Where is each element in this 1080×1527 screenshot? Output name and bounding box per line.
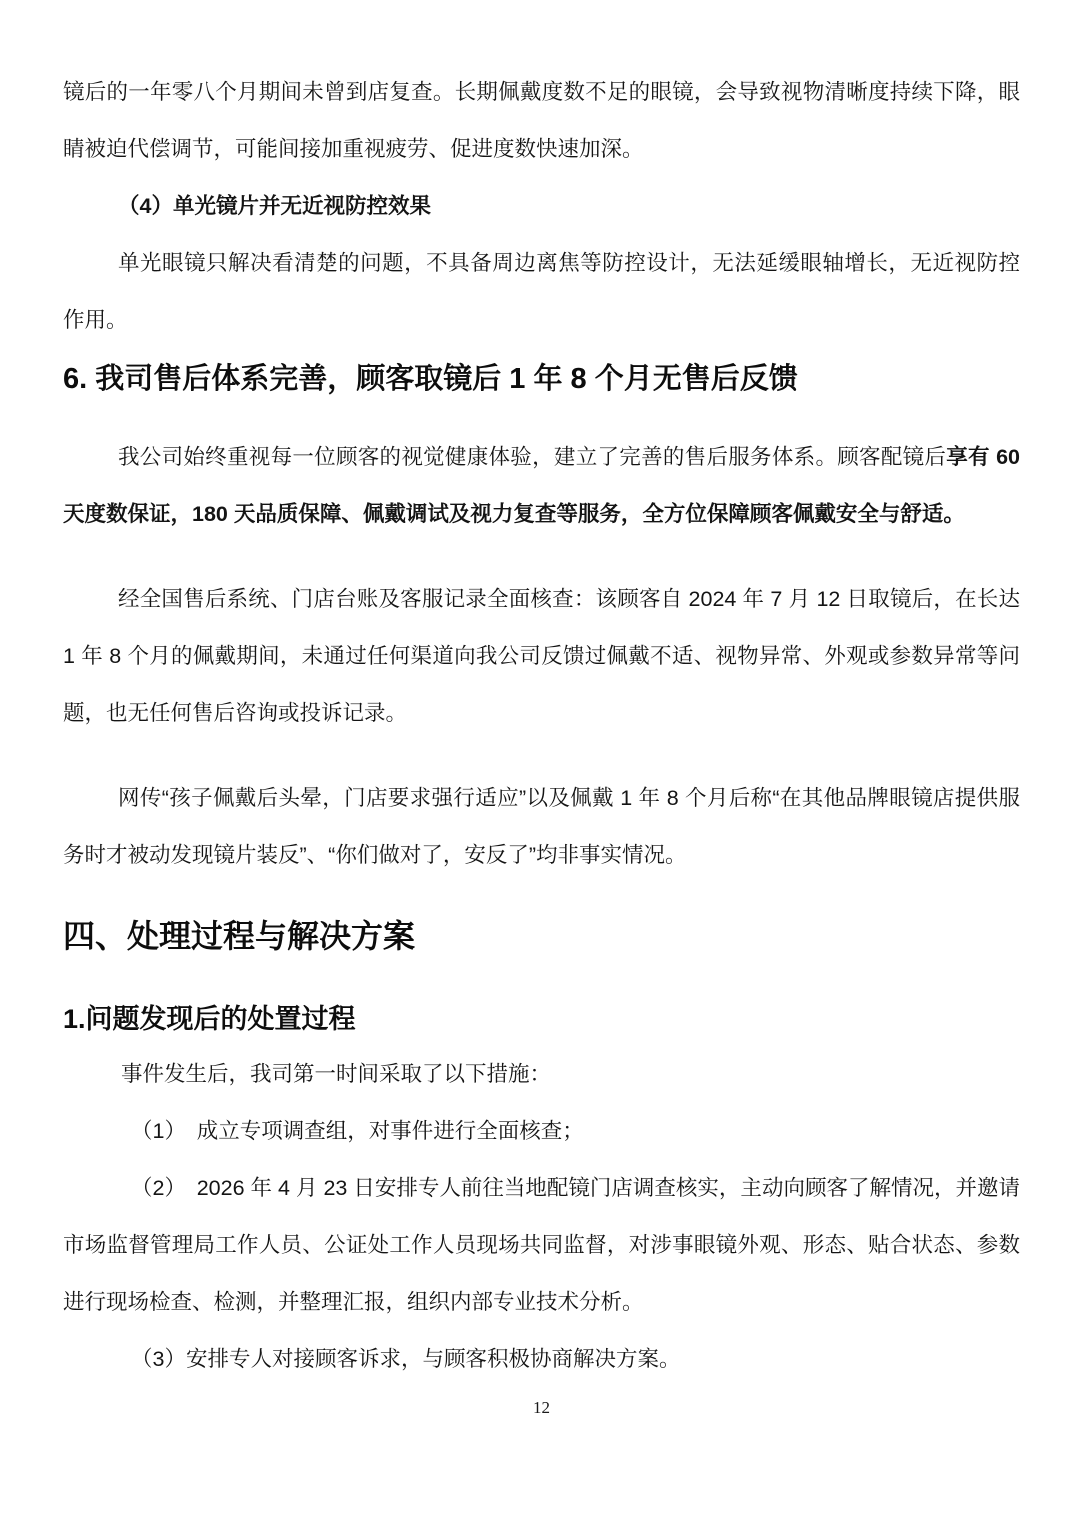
paragraph-rumor-clarification: 网传“孩子佩戴后头晕，门店要求强行适应”以及佩戴 1 年 8 个月后称“在其他品牌眼镜店提供服务时才被动发现镜片装反”、“你们做对了，安反了”均非事实情况。: [63, 786, 1020, 867]
section-6-heading: 6. 我司售后体系完善，顾客取镜后 1 年 8 个月无售后反馈: [63, 363, 798, 395]
paragraph-aftersales-system: [63, 429, 1020, 543]
paragraph-single-vision-lens: 单光眼镜只解决看清楚的问题，不具备周边离焦等防控设计，无法延缓眼轴增长，无近视防控作用。: [63, 251, 1020, 332]
list-item-measure-3: （3）安排专人对接顾客诉求，与顾客积极协商解决方案。: [131, 1347, 681, 1371]
subheading-point-4: （4）单光镜片并无近视防控效果: [118, 194, 431, 218]
paragraph-continued-from-previous-page: 镜后的一年零八个月期间未曾到店复查。长期佩戴度数不足的眼镜，会导致视物清晰度持续下降，眼睛被迫代偿调节，可能间接加重视疲劳、促进度数快速加深。: [63, 80, 1020, 161]
list-item-measure-1: （1） 成立专项调查组，对事件进行全面核查；: [131, 1119, 584, 1143]
page-number: 12: [533, 1398, 550, 1417]
list-item-measure-2: （2） 2026 年 4 月 23 日安排专人前往当地配镜门店调查核实，主动向顾客了解情况，并邀请市场监督管理局工作人员、公证处工作人员现场共同监督，对涉事眼镜外观、形态、贴合状态、参数进行现场检查、检测，并整理汇报，组织内部专业技术分析。: [63, 1176, 1020, 1314]
aftersales-bold-run: 享有 60 天度数保证，180 天品质保障、佩戴调试及视力复查等服务，全方位保障顾客佩戴安全与舒适。: [63, 445, 1020, 526]
subsection-1-heading: 1.问题发现后的处置过程: [63, 1004, 356, 1034]
paragraph-measures-intro: 事件发生后，我司第一时间采取了以下措施：: [121, 1062, 552, 1086]
paragraph-record-verification: 经全国售后系统、门店台账及客服记录全面核查：该顾客自 2024 年 7 月 12 日取镜后，在长达 1 年 8 个月的佩戴期间，未通过任何渠道向我公司反馈过佩戴不适、视物异常、外观或参数异常等问题，也无任何售后咨询或投诉记录。: [63, 587, 1020, 725]
aftersales-normal-run: 我公司始终重视每一位顾客的视觉健康体验，建立了完善的售后服务体系。顾客配镜后: [118, 445, 947, 469]
chapter-4-heading: 四、处理过程与解决方案: [63, 918, 416, 954]
